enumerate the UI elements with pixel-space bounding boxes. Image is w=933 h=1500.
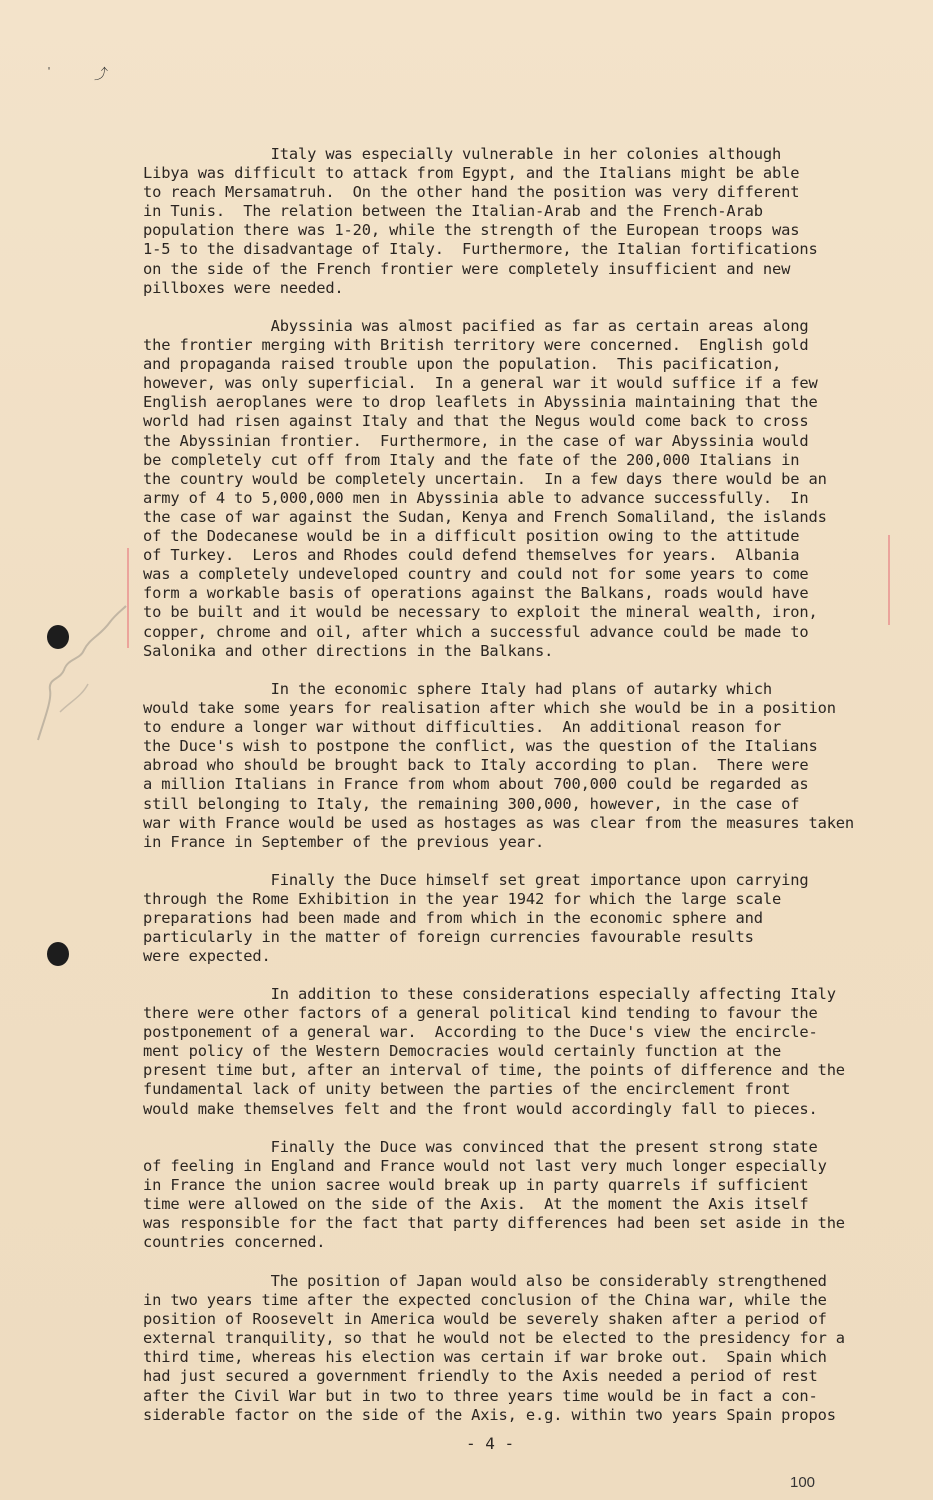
stray-mark: ' [46,66,53,77]
folio-number: 100 [790,1474,816,1491]
paragraph-economic-sphere: In the economic sphere Italy had plans of autarky which would take some years for realisation after which she would be in a position to endure a longer war without difficulties. An additional reason for the Duce's wish to postpone the conflict, was the question of the Italians abroad who should be brought back to Italy according to plan. There were a million Italians in France from whom about 700,000 could be regarded as still belonging to Italy, the remaining 300,000, however, in the case of war with France would be used as hostages as was clear from the measures taken in France in September of the previous year. [143,680,855,851]
paragraph-libya-tunis: Italy was especially vulnerable in her colonies although Libya was difficult to attack from Egypt, and the Italians might be able to reach Mersamatruh. On the other hand the position was very different in Tunis. The relation between the Italian-Arab and the French-Arab population there was 1-20, while the strength of the European troops was 1-5 to the disadvantage of Italy. Furthermore, the Italian fortifications on the side of the French frontier were completely insufficient and new pillboxes were needed. [143,145,818,297]
paragraph-general-political-factors: In addition to these considerations especially affecting Italy there were other factors of a general political kind tending to favour the postponement of a general war. According to the Duce's view the encircle- ment policy of the Western Democracies would certainly function at the present time but, after an interval of time, the points of difference and the fundamental lack of unity between the parties of the encirclement front would make themselves felt and the front would accordingly fall to pieces. [143,985,845,1118]
paragraph-england-france: Finally the Duce was convinced that the present strong state of feeling in England and France would not last very much longer especially in France the union sacree would break up in party quarrels if sufficient time were allowed on the side of the Axis. At the moment the Axis itself was responsible for the fact that party differences had been set aside in the countries concerned. [143,1138,845,1252]
margin-bracket-right [888,535,890,625]
stray-mark: ⤴ [94,67,108,83]
paragraph-japan-roosevelt-spain: The position of Japan would also be considerably strengthened in two years time after the expected conclusion of the China war, while the position of Roosevelt in America would be severely shaken after a period of external tranquility, so that he would not be elected to the presidency for a third time, whereas his election was certain if war broke out. Spain which had just secured a government friendly to the Axis needed a period of rest after the Civil War but in two to three years time would be in fact a con- siderable factor on the side of the Axis, e.g. within two years Spain propos [143,1272,845,1424]
paragraph-rome-exhibition: Finally the Duce himself set great importance upon carrying through the Rome Exhibition in the year 1942 for which the large scale preparations had been made and from which in the economic sphere and particularly in the matter of foreign currencies favourable results were expected. [143,871,809,966]
page-number: - 4 - [466,1434,515,1453]
paragraph-abyssinia-albania: Abyssinia was almost pacified as far as certain areas along the frontier merging with British territory were concerned. English gold and propaganda raised trouble upon the population. This pacification, however, was only superficial. In a general war it would suffice if a few English aeroplanes were to drop leaflets in Abyssinia maintaining that the world had risen against Italy and that the Negus would come back to cross the Abyssinian frontier. Furthermore, in the case of war Abyssinia would be completely cut off from Italy and the fate of the 200,000 Italians in the country would be completely uncertain. In a few days there would be an army of 4 to 5,000,000 men in Abyssinia able to advance successfully. In the case of war against the Sudan, Kenya and French Somaliland, the islands of the Dodecanese would be in a difficult position owing to the attitude of Turkey. Leros and Rhodes could defend themselves for years. Albania was a completely undeveloped country and could not for some years to come form a workable basis of operations against the Balkans, roads would have to be built and it would be necessary to exploit the mineral wealth, iron, copper, chrome and oil, after which a successful advance could be made to Salonika and other directions in the Balkans. [143,317,827,660]
punch-hole-lower [47,942,69,966]
pencil-scribble [30,600,130,750]
margin-bracket-left [127,548,129,648]
